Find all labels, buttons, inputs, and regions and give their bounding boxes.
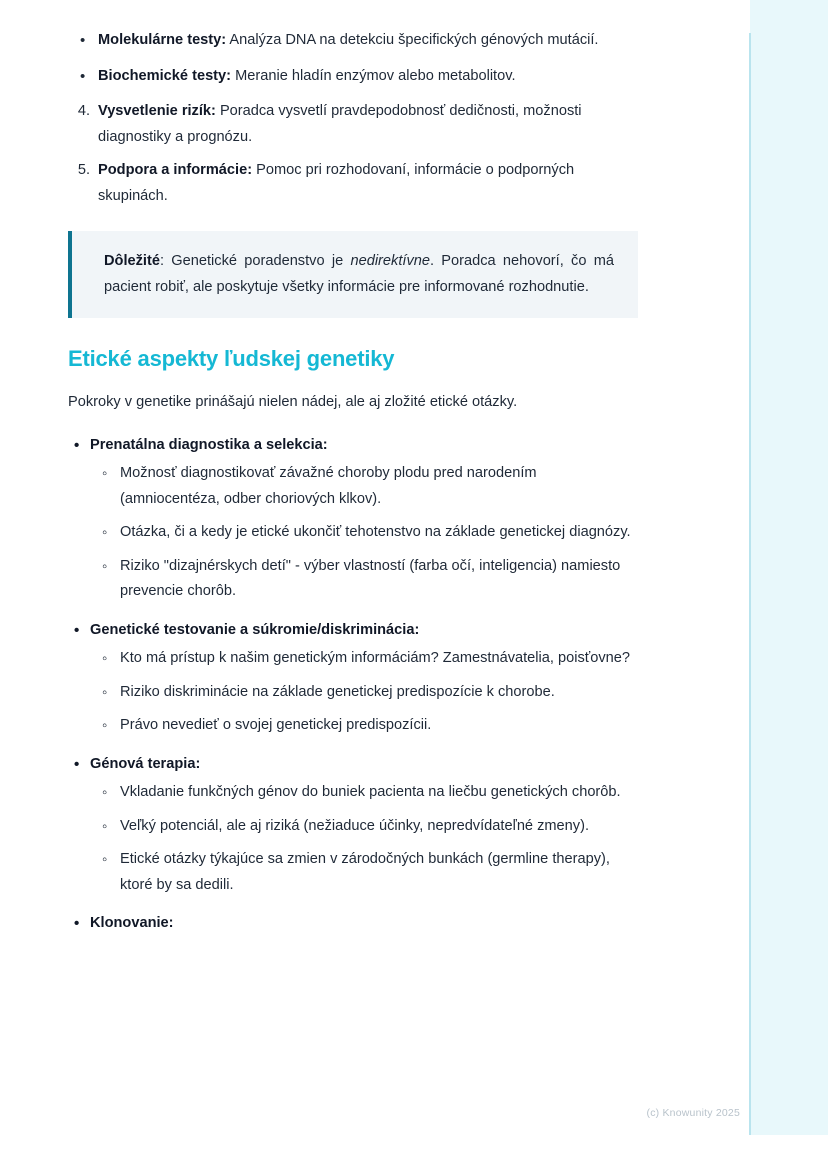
list-item-text: Meranie hladín enzýmov alebo metabolitov.	[231, 67, 516, 84]
section-intro-paragraph: Pokroky v genetike prinášajú nielen nádej, ale aj zložité etické otázky.	[68, 394, 518, 411]
group-title: • Klonovanie:	[68, 912, 638, 935]
list-item: ◦ Kto má prístup k našim genetickým informáciám? Zamestnávatelia, poisťovne?	[68, 646, 638, 672]
callout-text-1: : Genetické poradenstvo je	[159, 253, 351, 270]
list-item-term: Vysvetlenie rizík:	[98, 103, 216, 120]
topic-group-gene-therapy	[68, 753, 638, 898]
document-content	[68, 28, 638, 950]
group-title: • Genetické testovanie a súkromie/diskriminácia:	[68, 619, 638, 642]
list-item-text: Poradca vysvetlí pravdepodobnosť dedičnosti, možnosti diagnostiky a prognózu.	[98, 103, 582, 145]
list-item: ◦ Otázka, či a kedy je etické ukončiť tehotenstvo na základe genetickej diagnózy.	[68, 520, 638, 546]
list-item-text: Pomoc pri rozhodovaní, informácie o podporných skupinách.	[98, 162, 575, 204]
list-item: ◦ Riziko diskriminácie na základe genetickej predispozície k chorobe.	[68, 680, 638, 706]
decorative-right-stripe	[750, 0, 828, 1135]
list-item-text: Analýza DNA na detekciu špecifických génových mutácií.	[226, 32, 599, 48]
list-item	[68, 64, 638, 90]
important-callout	[68, 231, 638, 318]
list-item	[68, 28, 638, 54]
group-title: • Génová terapia:	[68, 753, 638, 776]
list-item: ◦ Vkladanie funkčných génov do buniek pacienta na liečbu genetických chorôb.	[68, 780, 638, 806]
counselling-steps-list	[68, 99, 638, 209]
callout-label: Dôležité	[104, 253, 160, 270]
group-title: • Prenatálna diagnostika a selekcia:	[68, 434, 638, 457]
footer-credit: (c) Knowunity 2025	[646, 1107, 740, 1119]
decorative-vertical-rule	[749, 33, 751, 1135]
topic-group-prenatal	[68, 434, 638, 605]
list-item-number: 5.	[77, 162, 90, 179]
list-item-term: Molekulárne testy:	[98, 32, 227, 48]
topic-group-privacy	[68, 619, 638, 739]
list-item-term: Podpora a informácie:	[98, 162, 253, 179]
list-item	[68, 99, 638, 150]
list-item: ◦ Etické otázky týkajúce sa zmien v zárodočných bunkách (germline therapy), ktoré by sa dedili.	[68, 847, 638, 898]
section-heading: Etické aspekty ľudskej genetiky	[68, 346, 395, 372]
molecular-tests-list	[68, 28, 638, 89]
list-item: ◦ Riziko "dizajnérskych detí" - výber vlastností (farba očí, inteligencia) namiesto prevencie chorôb.	[68, 554, 638, 605]
list-item	[68, 158, 638, 209]
callout-text-2: . Poradca nehovorí, čo má pacient robiť, ale poskytuje všetky informácie pre informované rozhodnutie.	[104, 253, 614, 295]
list-item-term: Biochemické testy:	[98, 67, 232, 84]
list-item: ◦ Veľký potenciál, ale aj riziká (nežiaduce účinky, nepredvídateľné zmeny).	[68, 814, 638, 840]
list-item: ◦ Možnosť diagnostikovať závažné choroby plodu pred narodením (amniocentéza, odber choriových klkov).	[68, 461, 638, 512]
list-item: ◦ Právo nevedieť o svojej genetickej predispozícii.	[68, 713, 638, 739]
list-item-number: 4.	[77, 103, 90, 120]
callout-emphasis: nedirektívne	[350, 253, 430, 270]
topic-group-cloning	[68, 912, 638, 935]
